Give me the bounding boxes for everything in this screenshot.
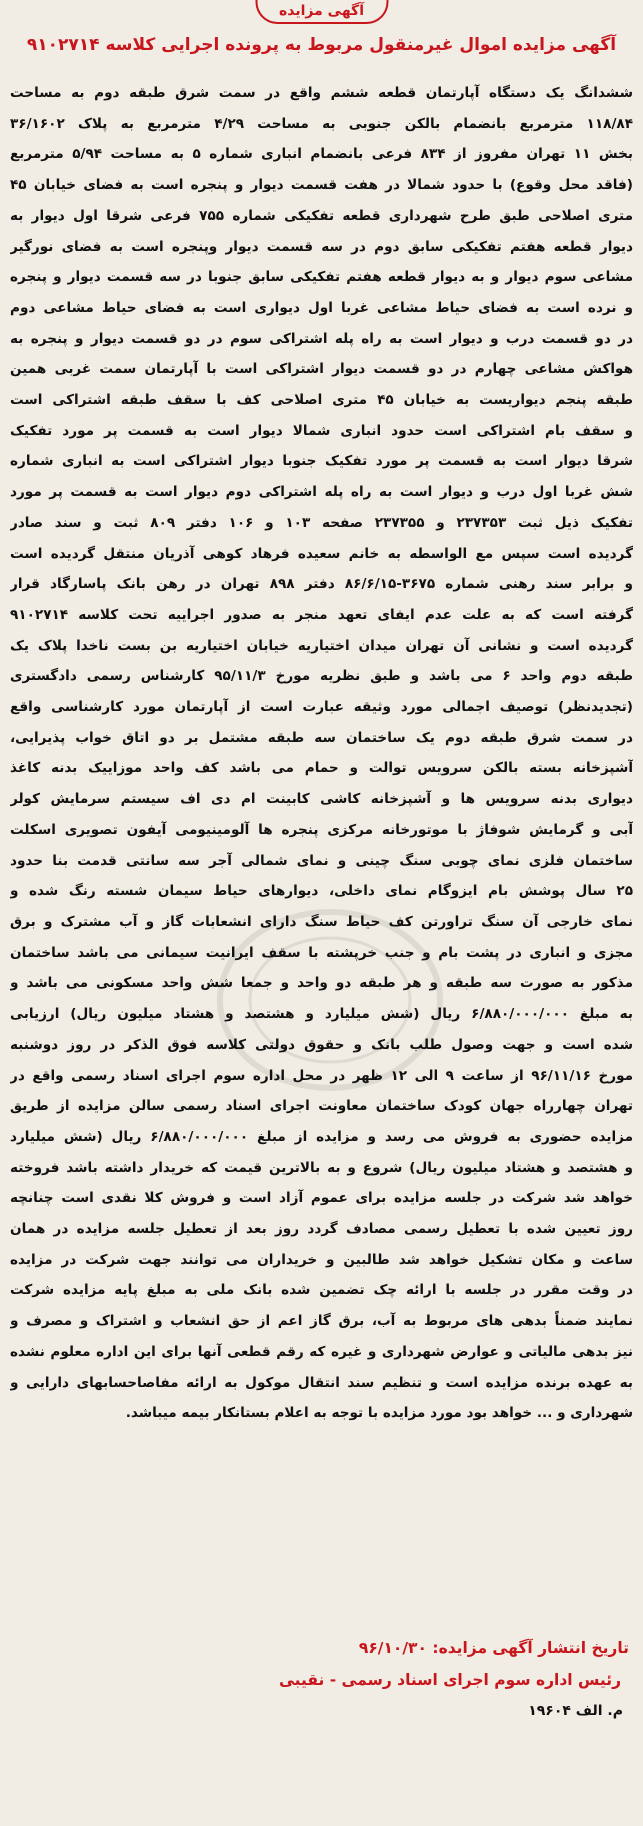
body-line: ساختمان فلزی نمای چوبی سنگ چینی و نمای شمالی آجر سه سانتی قدمت بنا حدود [10,852,633,869]
body-line: مذکور به صورت سه طبقه و هر طبقه دو واحد و جمعا شش واحد مسکونی می باشد و [10,975,633,992]
body-line: در وقت مقرر در جلسه با ارائه چک تضمین شده بانک ملی به مبلغ پایه مزایده شرکت [10,1282,633,1299]
body-line: شهرداری و ... خواهد بود مورد مزایده با توجه به اعلام بستانکار بیمه میباشد. [125,1405,633,1422]
body-line: هواکش مشاعی چهارم در دو قسمت دیوار اشتراکی است با آپارتمان سمت غربی همین [10,361,633,378]
body-line: نمای خارجی آن سنگ تراورتن کف حیاط سنگ دارای انشعابات گاز و آب مشترک و برق [10,913,633,930]
body-line: ششدانگ یک دستگاه آپارتمان قطعه ششم واقع در سمت شرق طبقه دوم به مساحت [10,85,633,101]
signatory: رئیس اداره سوم اجرای اسناد رسمی - نقیبی [278,1671,621,1689]
body-line: تهران چهارراه جهان کودک ساختمان معاونت اجرای اسناد رسمی سالن مزایده از طریق [10,1098,633,1115]
body-line: شرقا دیوار است به قسمت پر مورد تفکیک جنوبا دیوار اشتراکی است به انباری شماره [10,453,633,470]
body-line: خواهد شد شرکت در جلسه مزایده برای عموم آزاد است و فروش کلا نقدی است چنانچه [10,1190,633,1207]
body-line: دیواری بدنه سرویس ها و آشپزخانه کاشی کابینت ام دی اف سیستم سرمایش کولر [10,791,633,808]
notice-title: آگهی مزایده اموال غیرمنقول مربوط به پرونده اجرایی کلاسه ۹۱۰۲۷۱۴ [26,35,617,55]
body-line: متری اصلاحی طبق طرح شهرداری قطعه تفکیکی شماره ۷۵۵ فرعی شرقا اول دیوار به [10,207,633,224]
body-line: گردیده است و نشانی آن تهران میدان اختیاریه خیابان اختیاریه بن بست ناخدا پلاک یک [10,637,633,654]
body-line: گردیده است سپس مع الواسطه به خانم سعیده فرهاد کوهی آذریان منتقل گردیده است [10,545,633,562]
body-line: (تجدیدنظر) توصیف اجمالی مورد وثیقه عبارت است از آپارتمان مورد کارشناسی واقع [10,699,633,716]
body-line: روز تعیین شده با تعطیل رسمی مصادف گردد روز بعد از تعطیل جلسه مزایده در همان [10,1221,633,1238]
notice-footer [10,1632,633,1726]
body-line: شش غربا اول درب و دیوار است به راه پله اشتراکی دوم دیوار است به قسمت پر مورد [10,484,633,501]
reference-code: م. الف ۱۹۶۰۴ [528,1703,623,1719]
body-line: مجزی و انباری در پشت بام و جنب خرپشته با سقف ایرانیت سیمانی می باشد ساختمان [10,944,633,961]
body-line: و هشتصد و هشتاد میلیون ریال) شروع و به بالاترین قیمت که خریدار داشته باشد فروخته [10,1159,633,1176]
body-line: و نرده است به فضای حیاط مشاعی غربا اول دیواری است به فضای حیاط مشاعی دوم [10,299,633,316]
body-line: گرفته است که به علت عدم ایفای تعهد منجر به صدور اجراییه تحت کلاسه ۹۱۰۲۷۱۴ [10,606,633,623]
publish-date: تاریخ انتشار آگهی مزایده: ۹۶/۱۰/۳۰ [358,1639,629,1657]
body-line: به مبلغ ۶/۸۸۰/۰۰۰/۰۰۰ ریال (شش میلیارد و هشتصد و هشتاد میلیون ریال) ارزیابی [10,1006,633,1023]
body-line: و برابر سند رهنی شماره ۳۶۷۵-۸۶/۶/۱۵ دفتر ۸۹۸ تهران در رهن بانک پاسارگاد قرار [10,576,633,593]
body-line: آشپزخانه بسته بالکن سرویس توالت و حمام می باشد کف واحد موزاییک بدنه کاغذ [10,760,633,777]
body-line: نیز بدهی مالیاتی و عوارض شهرداری و غیره که رقم قطعی آنها برای این اداره معلوم نشده [10,1343,633,1360]
notice-body [10,78,633,1429]
body-line: تفکیک ذیل ثبت ۲۳۷۳۵۳ و ۲۳۷۳۵۵ صفحه ۱۰۳ و ۱۰۶ دفتر ۸۰۹ ثبت و سند صادر [10,514,633,531]
body-line: و سقف بام اشتراکی است حدود انباری شمالا دیوار است به قسمت پر مورد تفکیک [10,422,633,439]
ad-type-badge: آگهی مزایده [255,0,388,24]
body-line: در سمت شرق طبقه دوم یک ساختمان سه طبقه مشتمل بر دو اتاق خواب پذیرایی، [10,729,633,746]
body-line: (فاقد محل وقوع) با حدود شمالا در هفت قسمت دیوار و پنجره است به فضای خیابان ۴۵ [10,177,633,194]
body-line: ۲۵ سال پوشش بام ایزوگام نمای داخلی، دیوارهای حیاط سیمان شسته رنگ شده و [10,883,633,900]
body-line: مورخ ۹۶/۱۱/۱۶ از ساعت ۹ الی ۱۲ ظهر در محل اداره سوم اجرای اسناد رسمی واقع در [10,1067,633,1084]
body-line: نمایند ضمناً بدهی های مربوط به آب، برق گاز اعم از حق انشعاب و اشتراک و مصرف و [10,1313,633,1330]
body-line: شده است و جهت وصول طلب بانک و حقوق دولتی کلاسه فوق الذکر در روز دوشنبه [10,1036,633,1053]
body-line: بخش ۱۱ تهران مفروز از ۸۳۴ فرعی بانضمام انباری شماره ۵ به مساحت ۵/۹۴ مترمربع [10,146,633,163]
body-line: به عهده برنده مزایده است و تنظیم سند انتقال موکول به ارائه مفاصاحسابهای دارایی و [10,1374,633,1391]
body-line: ساعت و مکان تشکیل خواهد شد طالبین و خریداران می توانند جهت شرکت در مزایده [10,1251,633,1268]
body-line: مزایده حضوری به فروش می رسد و مزایده از مبلغ ۶/۸۸۰/۰۰۰/۰۰۰ ریال (شش میلیارد [10,1128,633,1145]
body-line: در دو قسمت درب و دیوار است به راه پله اشتراکی سوم در دو قسمت دیوار و پنجره به [10,330,633,347]
body-line: طبقه دوم واحد ۶ می باشد و طبق نظریه مورخ ۹۵/۱۱/۳ کارشناس رسمی دادگستری [10,668,633,685]
body-line: مشاعی سوم دیوار و به دیوار قطعه هفتم تفکیکی سابق جنوبا در سه قسمت دیوار و پنجره [10,269,633,286]
body-line: دیوار قطعه هفتم تفکیکی سابق دوم در سه قسمت دیوار وپنجره است به فضای نورگیر [10,238,633,255]
body-line: طبقه پنجم دیواریست به خیابان ۴۵ متری اصلاحی کف با سقف طبقه اشتراکی است [10,392,633,409]
body-line: آبی و گرمایش شوفاژ با موتورخانه مرکزی پنجره ها آلومینیومی آیفون تصویری اسکلت [10,821,633,838]
body-line: ۱۱۸/۸۴ مترمربع بانضمام بالکن جنوبی به مساحت ۴/۲۹ مترمربع به پلاک ۳۶/۱۶۰۲ [10,115,633,132]
